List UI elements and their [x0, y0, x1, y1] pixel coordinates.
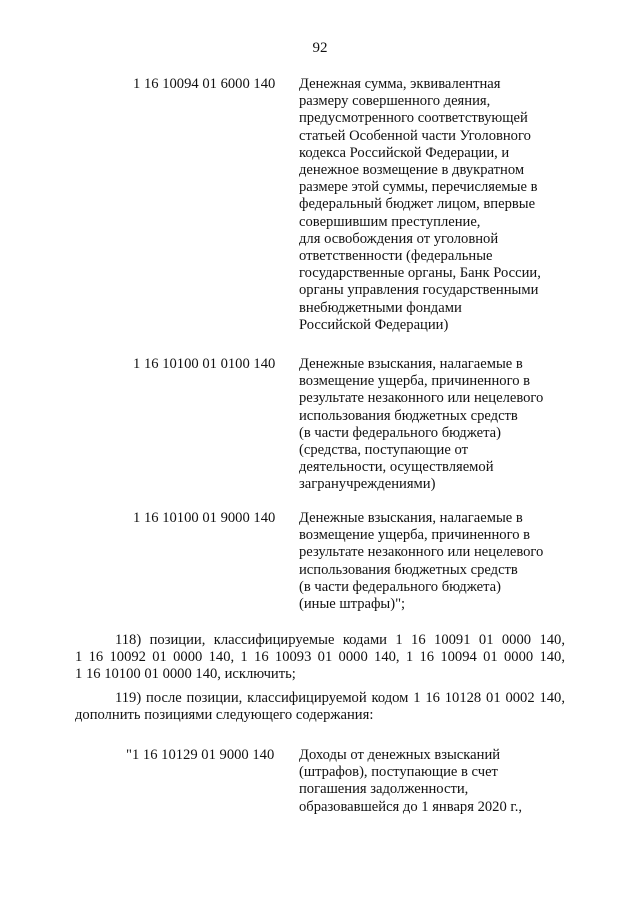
- paragraph-118: [75, 632, 565, 684]
- code-description: [299, 76, 589, 334]
- description-line: (штрафов), поступающие в счет: [299, 764, 498, 781]
- description-line: использования бюджетных средств: [299, 407, 518, 424]
- classification-code: 1 16 10100 01 0100 140: [133, 356, 276, 372]
- description-line: деятельности, осуществляемой: [299, 459, 494, 476]
- description-line: возмещение ущерба, причиненного в: [299, 373, 531, 390]
- description-line: статьей Особенной части Уголовного: [299, 127, 531, 144]
- description-line: денежное возмещение в двукратном: [299, 162, 525, 179]
- description-line: использования бюджетных средств: [299, 561, 518, 578]
- description-line: результате незаконного или нецелевого: [299, 390, 544, 407]
- description-line: органы управления государственными: [299, 282, 539, 299]
- description-line: (иные штрафы)";: [299, 596, 406, 613]
- description-line: Денежная сумма, эквивалентная: [299, 76, 501, 92]
- description-line: погашения задолженности,: [299, 781, 469, 798]
- paragraph-119: [75, 690, 565, 724]
- description-line: возмещение ущерба, причиненного в: [299, 527, 531, 544]
- classification-code: "1 16 10129 01 9000 140: [126, 747, 275, 763]
- description-line: результате незаконного или нецелевого: [299, 544, 544, 561]
- description-line: ответственности (федеральные: [299, 248, 493, 265]
- classification-code: 1 16 10094 01 6000 140: [133, 76, 276, 92]
- paragraph-line: 119) после позиции, классифицируемой кодом 1 16 10128 01 0002 140,: [115, 690, 565, 706]
- description-line: предусмотренного соответствующей: [299, 110, 528, 127]
- paragraph-line: дополнить позициями следующего содержания:: [75, 707, 374, 724]
- description-line: для освобождения от уголовной: [299, 230, 499, 247]
- code-description: [299, 510, 589, 613]
- page-number: 92: [312, 40, 328, 56]
- description-line: размеру совершенного деяния,: [299, 93, 491, 110]
- description-line: Денежные взыскания, налагаемые в: [299, 510, 523, 526]
- description-line: (средства, поступающие от: [299, 442, 468, 459]
- description-line: Доходы от денежных взысканий: [299, 747, 501, 763]
- description-line: (в части федерального бюджета): [299, 424, 501, 441]
- code-description: [299, 356, 589, 494]
- description-line: федеральный бюджет лицом, впервые: [299, 196, 536, 213]
- description-line: совершившим преступление,: [299, 213, 481, 230]
- classification-code: 1 16 10100 01 9000 140: [133, 510, 276, 526]
- description-line: Денежные взыскания, налагаемые в: [299, 356, 523, 372]
- description-line: образовавшейся до 1 января 2020 г.,: [299, 798, 523, 815]
- description-line: Российской Федерации): [299, 316, 449, 333]
- description-line: размере этой суммы, перечисляемые в: [299, 179, 538, 196]
- paragraph-line: 1 16 10092 01 0000 140, 1 16 10093 01 0000 140, 1 16 10094 01 0000 140,: [75, 649, 565, 666]
- description-line: кодекса Российской Федерации, и: [299, 144, 510, 161]
- description-line: загранучреждениями): [299, 476, 436, 493]
- description-line: государственные органы, Банк России,: [299, 265, 541, 282]
- code-description: [299, 747, 589, 816]
- description-line: (в части федерального бюджета): [299, 578, 501, 595]
- paragraph-line: 1 16 10100 01 0000 140, исключить;: [75, 666, 296, 683]
- description-line: внебюджетными фондами: [299, 299, 462, 316]
- paragraph-line: 118) позиции, классифицируемые кодами 1 16 10091 01 0000 140,: [115, 632, 565, 648]
